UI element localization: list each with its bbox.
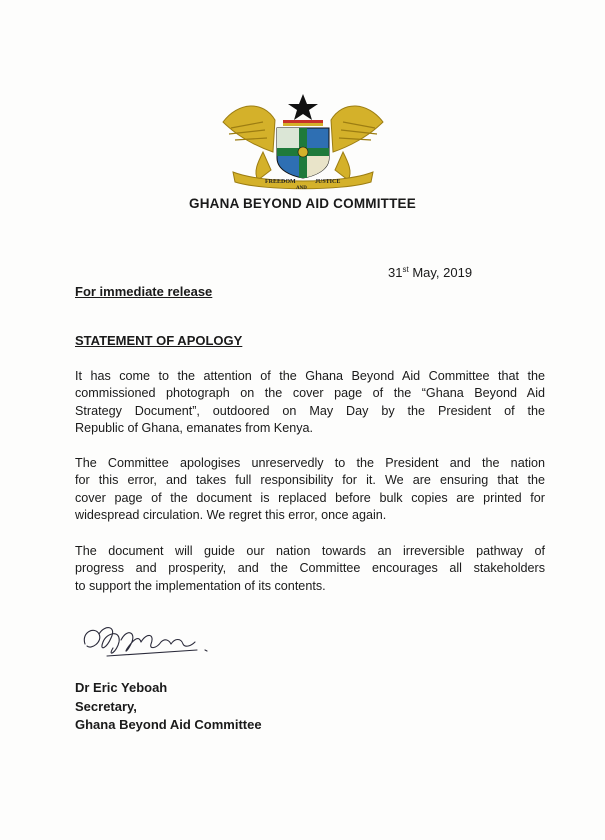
handwritten-signature-icon	[77, 618, 227, 666]
paragraph-line: Strategy Document”, outdoored on May Day by the President of the	[75, 403, 545, 418]
signatory-organization: Ghana Beyond Aid Committee	[75, 717, 262, 732]
date-rest: May, 2019	[408, 265, 473, 280]
motto-center: AND	[296, 186, 307, 191]
paragraph-line: The Committee apologises unreservedly to the President and the nation	[75, 456, 545, 470]
paragraph-2	[75, 455, 545, 525]
signatory-title: Secretary,	[75, 698, 137, 714]
paragraph-1	[75, 368, 545, 438]
ghana-coat-of-arms-icon	[203, 92, 403, 192]
paragraph-line: to support the implementation of its contents.	[75, 578, 326, 593]
motto-left: FREEDOM	[265, 179, 296, 185]
paragraph-line: progress and prosperity, and the Committee encourages all stakeholders	[75, 561, 545, 576]
paragraph-line: cover page of the document is replaced before bulk copies are printed for	[75, 490, 545, 505]
paragraph-line: It has come to the attention of the Ghana Beyond Aid Committee that the	[75, 369, 545, 383]
signatory-name: Dr Eric Yeboah	[75, 680, 168, 695]
paragraph-line: for this error, and takes full responsibility for it. We are ensuring that the	[75, 473, 545, 488]
paragraph-line: Republic of Ghana, emanates from Kenya.	[75, 421, 314, 436]
paragraph-3	[75, 543, 545, 595]
date-suffix: st	[402, 265, 409, 274]
paragraph-line: The document will guide our nation towards an irreversible pathway of	[75, 544, 545, 558]
organization-title: GHANA BEYOND AID COMMITTEE	[189, 196, 416, 211]
release-date	[388, 265, 472, 280]
motto-right: JUSTICE	[315, 179, 341, 185]
paragraph-line: widespread circulation. We regret this error, once again.	[75, 508, 387, 523]
date-day: 31	[388, 265, 403, 280]
statement-title: STATEMENT OF APOLOGY	[75, 333, 243, 348]
signatory-block	[75, 679, 262, 735]
paragraph-line: commissioned photograph on the cover page of the “Ghana Beyond Aid	[75, 386, 545, 401]
release-label: For immediate release	[75, 284, 213, 299]
